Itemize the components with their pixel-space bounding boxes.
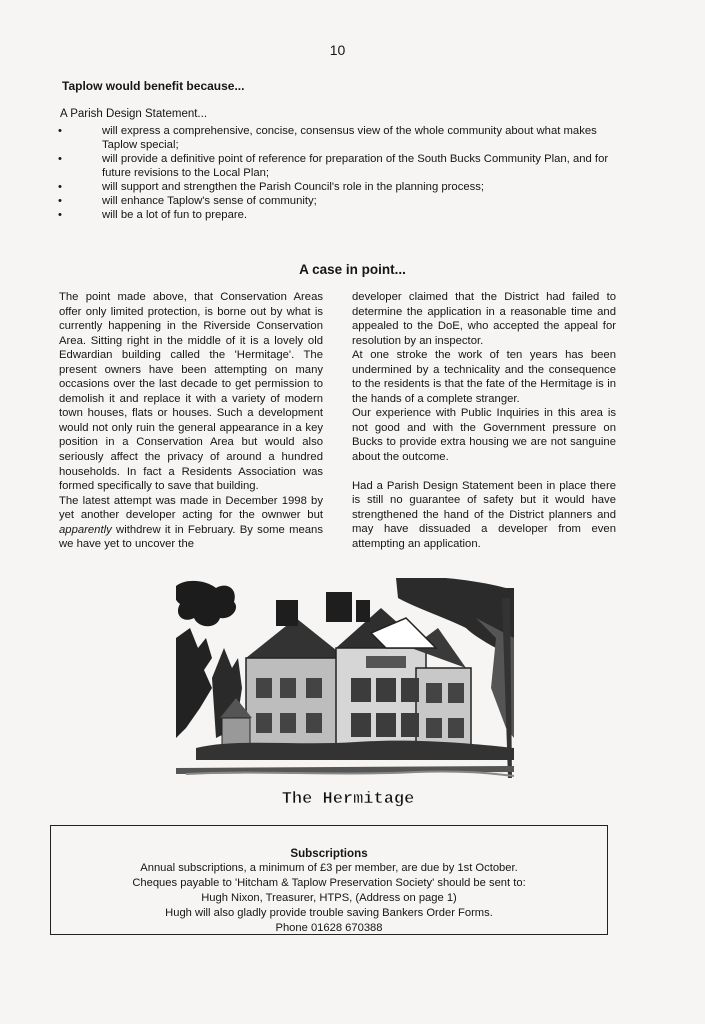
paragraph: Had a Parish Design Statement been in place there is still no guarantee of safety but it would have strengthened the hand of the District planners and may have dissuaded a developer from even attempting an application. bbox=[352, 479, 616, 550]
subscriptions-title: Subscriptions bbox=[290, 847, 368, 860]
bullet-icon: • bbox=[58, 195, 62, 207]
list-item-text: will enhance Taplow's sense of community; bbox=[102, 195, 317, 207]
subscriptions-line: Phone 01628 670388 bbox=[275, 922, 383, 934]
list-item bbox=[58, 152, 628, 180]
list-item-text: will provide a definitive point of reference for preparation of the South Bucks Community Plan, and for future revisions to the Local Plan; bbox=[102, 153, 609, 179]
bullet-icon: • bbox=[58, 181, 62, 193]
benefits-list bbox=[58, 124, 628, 222]
illustration-caption: The Hermitage bbox=[281, 790, 415, 809]
subscriptions-line: Hugh Nixon, Treasurer, HTPS, (Address on page 1) bbox=[201, 892, 457, 904]
case-right-column bbox=[352, 290, 616, 551]
paragraph-text: The latest attempt was made in December 1998 by yet another developer acting for the ownwer but bbox=[59, 494, 323, 522]
list-item-text: will express a comprehensive, concise, consensus view of the whole community about what makes Taplow special; bbox=[102, 125, 597, 151]
list-item-text: will support and strengthen the Parish Council's role in the planning process; bbox=[102, 181, 485, 193]
subscriptions-line: Hugh will also gladly provide trouble saving Bankers Order Forms. bbox=[165, 907, 493, 919]
bullet-icon: • bbox=[58, 209, 62, 221]
benefits-heading: Taplow would benefit because... bbox=[62, 79, 245, 93]
case-left-column bbox=[59, 290, 323, 552]
list-item bbox=[58, 194, 628, 208]
hermitage-illustration bbox=[176, 578, 514, 822]
list-item bbox=[58, 180, 628, 194]
subscriptions-line: Cheques payable to 'Hitcham & Taplow Preservation Society' should be sent to: bbox=[132, 877, 526, 889]
paragraph: At one stroke the work of ten years has been undermined by a technicality and the consequence to the residents is that the fate of the Hermitage is in the hands of a complete stranger. bbox=[352, 349, 616, 405]
bullet-icon: • bbox=[58, 153, 62, 165]
paragraph: Our experience with Public Inquiries in this area is not good and with the Government pressure on Bucks to provide extra housing we are not sanguine about the outcome. bbox=[352, 407, 616, 464]
paragraph: The point made above, that Conservation Areas offer only limited protection, is borne out by what is currently happening in the Riverside Conservation Area. Sitting right in the middle of it is a lovely old Edwardian building called the 'Hermitage'. The present owners have been attempting on many occasions over the last decade to get permission to demolish it and replace it with a variety of modern town houses, flats or houses. Such a development would not only ruin the general appearance in a key position in a Conservation Area but would also seriously affect the privacy of around a hundred households. In fact a Residents Association was formed specifically to save that building. bbox=[59, 291, 323, 493]
emphasis-text: apparently bbox=[59, 523, 112, 536]
paragraph: developer claimed that the District had failed to determine the application in a reasonable time and appealed to the DoE, who accepted the appeal for resolution by an inspector. bbox=[352, 291, 616, 347]
list-item bbox=[58, 124, 628, 152]
list-item bbox=[58, 208, 628, 222]
paragraph bbox=[59, 494, 323, 552]
list-item-text: will be a lot of fun to prepare. bbox=[102, 209, 248, 221]
benefits-intro: A Parish Design Statement... bbox=[60, 108, 208, 120]
bullet-icon: • bbox=[58, 125, 62, 137]
paragraph-text: withdrew it in February. By some means we have yet to uncover the bbox=[59, 523, 323, 551]
case-heading: A case in point... bbox=[299, 262, 406, 277]
page-number: 10 bbox=[329, 42, 346, 58]
subscriptions-line: Annual subscriptions, a minimum of £3 per member, are due by 1st October. bbox=[140, 862, 518, 874]
subscriptions-box bbox=[50, 825, 608, 935]
